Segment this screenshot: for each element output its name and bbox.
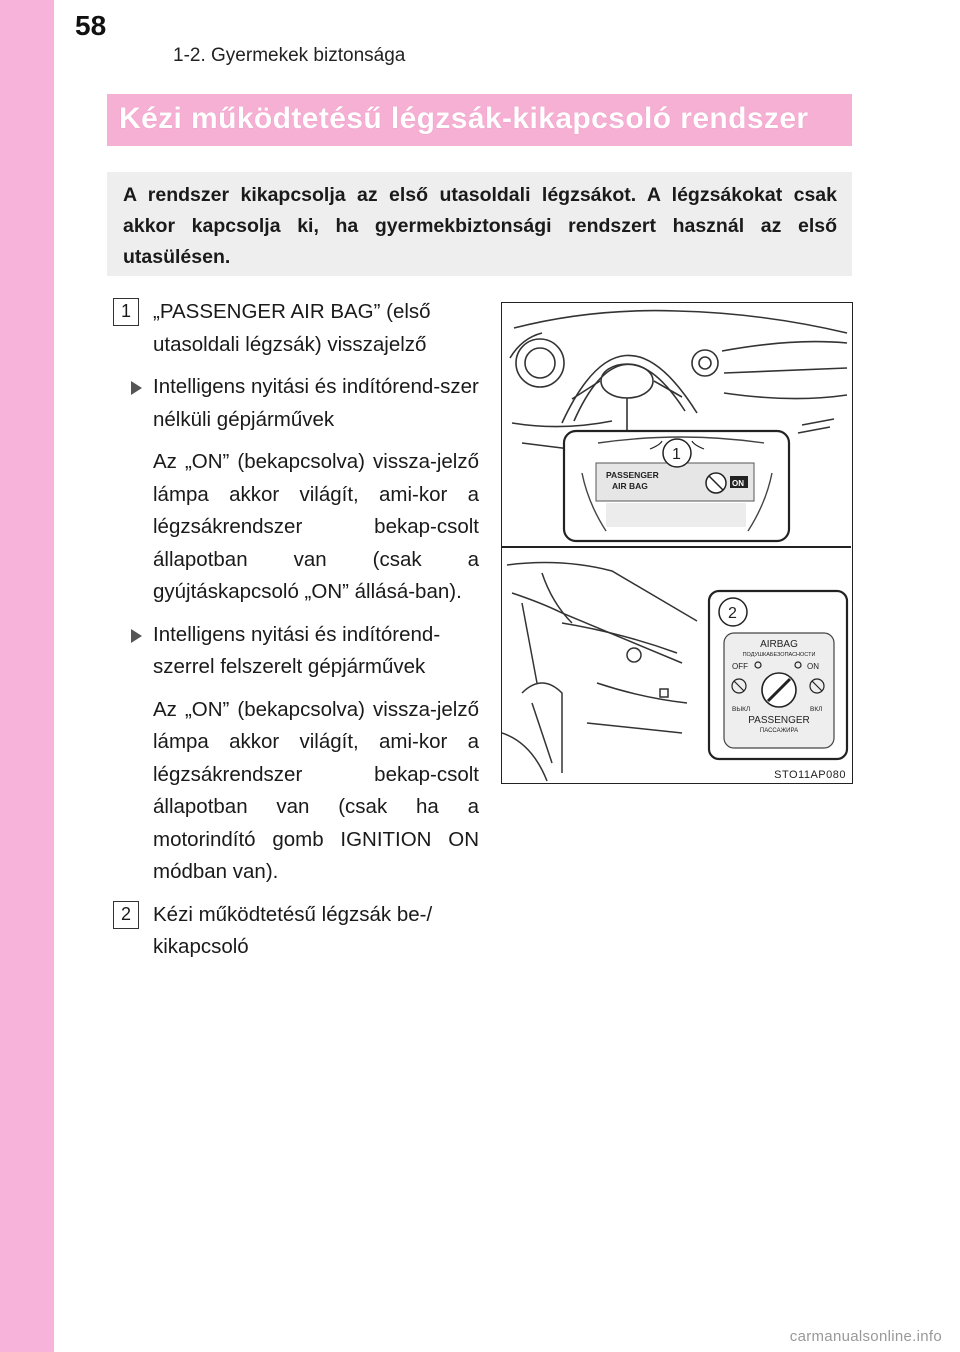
side-color-strip (0, 0, 54, 1352)
key-switch-icon (762, 673, 796, 707)
callout-2: 2 (728, 605, 737, 622)
bullet-body-2: Az „ON” (bekapcsolva) vissza-jelző lámpa akkor világít, ami-kor a légzsákrendszer bekap-csolt állapotban van (csak ha a motorindító gomb IGNITION ON módban van). (153, 697, 479, 883)
switch-off-ru-label: ВЫКЛ (732, 706, 751, 713)
bullet-heading-2 (129, 619, 479, 684)
figure-code: STO11AP080 (774, 769, 846, 781)
dashboard-drawing (502, 303, 851, 782)
indicator-on-label: ON (732, 479, 744, 488)
bullet-body-1: Az „ON” (bekapcsolva) vissza-jelző lámpa akkor világít, ami-kor a légzsákrendszer bekap-csolt állapotban van (csak a gyújtáskapcsoló „ON” állásá-ban). (153, 450, 479, 603)
bullet-heading-1 (129, 371, 479, 436)
item-text: „PASSENGER AIR BAG” (első utasoldali légzsák) visszajelző (153, 300, 431, 356)
page-title: Kézi működtetésű légzsák-kikapcsoló rendszer (119, 102, 809, 135)
list-item-2 (113, 899, 479, 964)
airbag-off-icon (706, 473, 726, 493)
bullet-heading-text: Intelligens nyitási és indítórend-szerrel felszerelt gépjárművek (153, 622, 441, 678)
switch-bottom-label: PASSENGER (748, 715, 810, 726)
item-list (113, 296, 479, 964)
switch-on-ru-label: ВКЛ (810, 706, 823, 713)
triangle-bullet-icon (131, 629, 142, 643)
indicator-label-line1: PASSENGER (606, 470, 659, 480)
page-number: 58 (75, 10, 107, 41)
callout-1: 1 (672, 446, 681, 463)
switch-top-label: AIRBAG (760, 639, 798, 650)
switch-off-label: OFF (732, 662, 748, 671)
title-bar (107, 94, 852, 146)
switch-bottom-ru-label: ПАССАЖИРА (759, 728, 799, 734)
dashboard-illustration (501, 302, 853, 784)
item-number-box: 1 (113, 298, 139, 326)
watermark-text: carmanualsonline.info (789, 1328, 942, 1345)
triangle-bullet-icon (131, 381, 142, 395)
intro-text: A rendszer kikapcsolja az első utasoldali légzsákot. A légzsákokat csak akkor kapcsolja ki, ha gyermekbiztonsági rendszert használ az első utasülésen. (123, 184, 837, 268)
switch-on-label: ON (807, 662, 819, 671)
item-number-box: 2 (113, 901, 139, 929)
intro-box (107, 172, 852, 276)
item-text: Kézi működtetésű légzsák be-/ kikapcsoló (153, 902, 433, 958)
bullet-heading-text: Intelligens nyitási és indítórend-szer nélküli gépjárművek (153, 375, 479, 431)
switch-top-ru-label: ПОДУШКАБЕЗОПАСНОСТИ (742, 652, 816, 658)
section-title: 1-2. Gyermekek biztonsága (173, 45, 406, 66)
list-item-1 (113, 296, 479, 361)
indicator-label-line2: AIR BAG (612, 481, 648, 491)
